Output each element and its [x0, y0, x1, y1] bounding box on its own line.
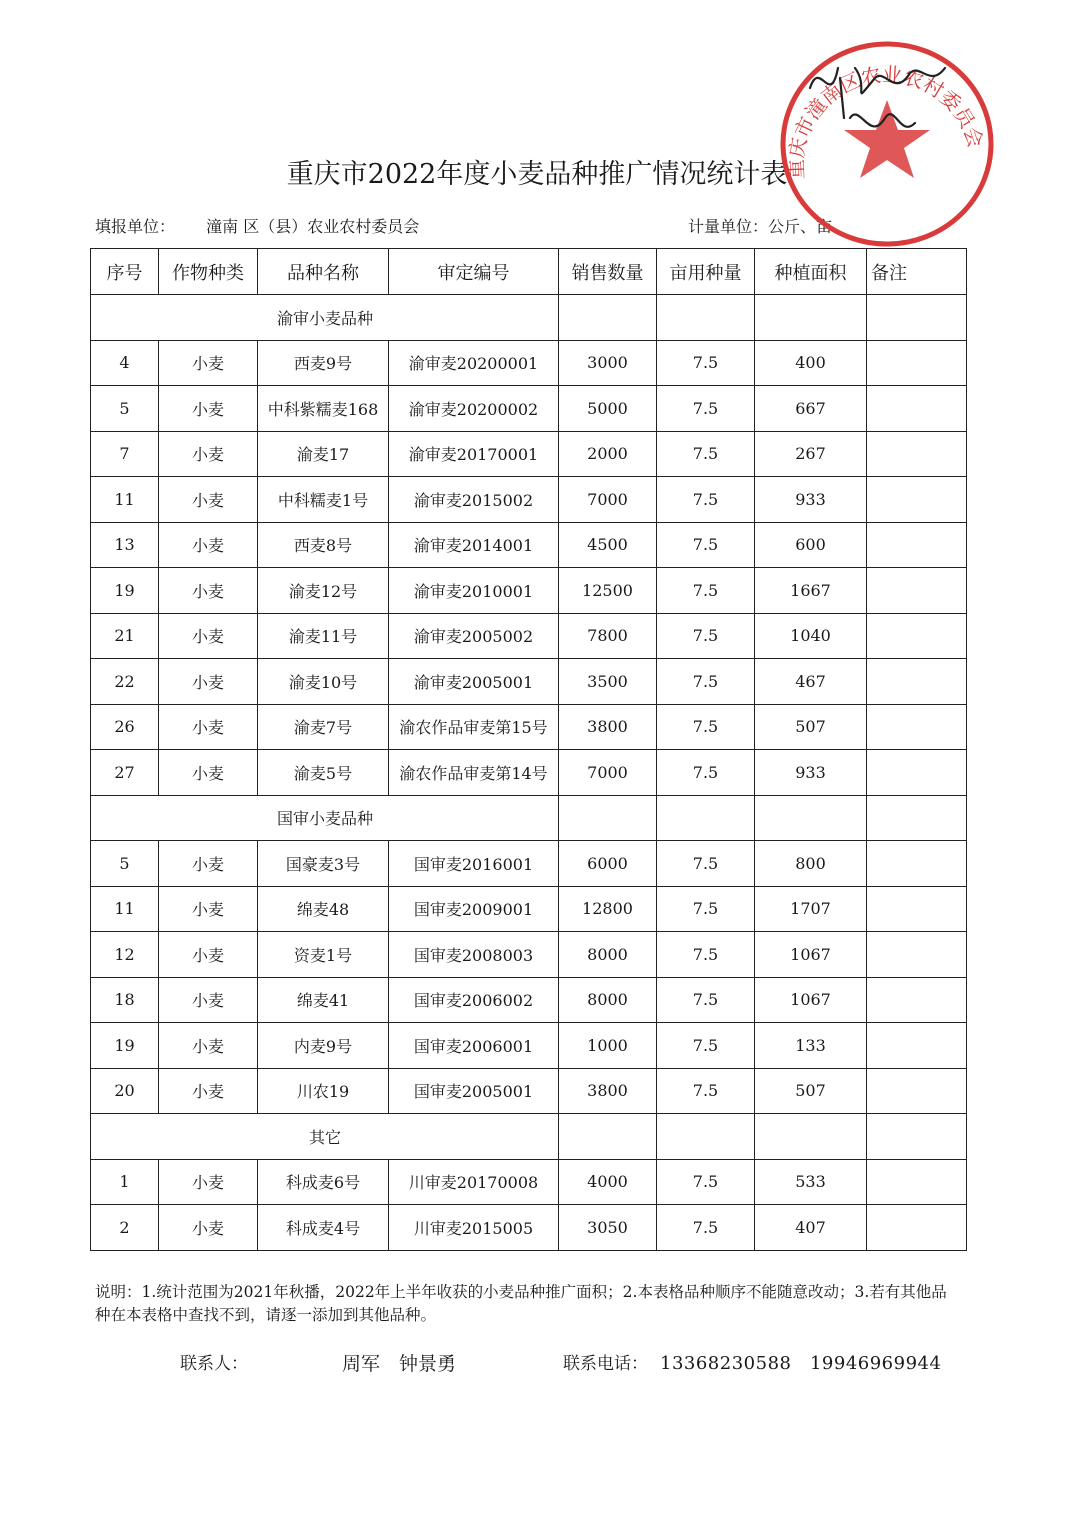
- section-empty-cell: [657, 795, 755, 841]
- cell-index: 19: [91, 568, 159, 614]
- cell-approval-no: 川审麦2015005: [389, 1205, 559, 1251]
- section-empty-cell: [867, 1114, 967, 1160]
- cell-approval-no: 渝审麦2010001: [389, 568, 559, 614]
- cell-crop: 小麦: [159, 1205, 258, 1251]
- cell-area: 1667: [755, 568, 867, 614]
- reporter-label: 填报单位：: [95, 217, 176, 236]
- cell-index: 12: [91, 932, 159, 978]
- cell-remarks: [867, 431, 967, 477]
- table-row: [91, 477, 967, 523]
- handwritten-signature: [800, 48, 950, 168]
- cell-variety: 国豪麦3号: [258, 841, 389, 887]
- cell-seed-rate: 7.5: [657, 477, 755, 523]
- cell-seed-rate: 7.5: [657, 613, 755, 659]
- cell-crop: 小麦: [159, 841, 258, 887]
- cell-variety: 绵麦41: [258, 977, 389, 1023]
- cell-index: 22: [91, 659, 159, 705]
- cell-approval-no: 国审麦2009001: [389, 886, 559, 932]
- cell-index: 26: [91, 704, 159, 750]
- cell-remarks: [867, 522, 967, 568]
- header-approval-no: 审定编号: [389, 249, 559, 295]
- cell-area: 507: [755, 704, 867, 750]
- document-title: 重庆市2022年度小麦品种推广情况统计表: [286, 159, 788, 190]
- cell-index: 18: [91, 977, 159, 1023]
- cell-crop: 小麦: [159, 568, 258, 614]
- cell-index: 7: [91, 431, 159, 477]
- cell-crop: 小麦: [159, 704, 258, 750]
- cell-index: 4: [91, 340, 159, 386]
- cell-variety: 内麦9号: [258, 1023, 389, 1069]
- cell-variety: 渝麦11号: [258, 613, 389, 659]
- cell-remarks: [867, 977, 967, 1023]
- cell-area: 133: [755, 1023, 867, 1069]
- cell-variety: 西麦8号: [258, 522, 389, 568]
- section-empty-cell: [755, 795, 867, 841]
- cell-crop: 小麦: [159, 659, 258, 705]
- cell-remarks: [867, 477, 967, 523]
- cell-sales: 6000: [559, 841, 657, 887]
- cell-sales: 3800: [559, 1068, 657, 1114]
- cell-sales: 7000: [559, 750, 657, 796]
- header-index: 序号: [91, 249, 159, 295]
- section-row: [91, 795, 967, 841]
- cell-seed-rate: 7.5: [657, 340, 755, 386]
- cell-seed-rate: 7.5: [657, 977, 755, 1023]
- cell-approval-no: 渝审麦2005002: [389, 613, 559, 659]
- cell-index: 19: [91, 1023, 159, 1069]
- section-empty-cell: [657, 1114, 755, 1160]
- cell-crop: 小麦: [159, 977, 258, 1023]
- cell-approval-no: 渝农作品审麦第15号: [389, 704, 559, 750]
- table-row: [91, 431, 967, 477]
- section-empty-cell: [559, 795, 657, 841]
- cell-sales: 8000: [559, 977, 657, 1023]
- cell-sales: 7000: [559, 477, 657, 523]
- cell-seed-rate: 7.5: [657, 1068, 755, 1114]
- cell-crop: 小麦: [159, 340, 258, 386]
- cell-remarks: [867, 568, 967, 614]
- table-row: [91, 568, 967, 614]
- cell-crop: 小麦: [159, 886, 258, 932]
- cell-area: 507: [755, 1068, 867, 1114]
- table-row: [91, 750, 967, 796]
- cell-crop: 小麦: [159, 386, 258, 432]
- header-variety: 品种名称: [258, 249, 389, 295]
- cell-approval-no: 国审麦2006002: [389, 977, 559, 1023]
- header-area: 种植面积: [755, 249, 867, 295]
- cell-area: 400: [755, 340, 867, 386]
- cell-crop: 小麦: [159, 1159, 258, 1205]
- cell-area: 800: [755, 841, 867, 887]
- section-empty-cell: [559, 1114, 657, 1160]
- cell-area: 1040: [755, 613, 867, 659]
- cell-seed-rate: 7.5: [657, 750, 755, 796]
- cell-variety: 中科糯麦1号: [258, 477, 389, 523]
- cell-variety: 川农19: [258, 1068, 389, 1114]
- cell-index: 13: [91, 522, 159, 568]
- cell-index: 21: [91, 613, 159, 659]
- section-title: [91, 1114, 559, 1160]
- section-title: [91, 795, 559, 841]
- cell-variety: 渝麦10号: [258, 659, 389, 705]
- cell-sales: 8000: [559, 932, 657, 978]
- cell-approval-no: 渝审麦2005001: [389, 659, 559, 705]
- cell-variety: 绵麦48: [258, 886, 389, 932]
- cell-crop: 小麦: [159, 613, 258, 659]
- cell-sales: 3000: [559, 340, 657, 386]
- reporter-line: [95, 214, 419, 237]
- cell-area: 1067: [755, 932, 867, 978]
- cell-remarks: [867, 750, 967, 796]
- cell-variety: 渝麦17: [258, 431, 389, 477]
- cell-seed-rate: 7.5: [657, 841, 755, 887]
- section-row: [91, 1114, 967, 1160]
- section-empty-cell: [755, 1114, 867, 1160]
- contact-label: 联系人：: [180, 1354, 248, 1374]
- cell-approval-no: 国审麦2005001: [389, 1068, 559, 1114]
- seal-text: 重庆市潼南区农业农村委员会: [783, 62, 988, 180]
- cell-sales: 3800: [559, 704, 657, 750]
- cell-remarks: [867, 932, 967, 978]
- cell-area: 1067: [755, 977, 867, 1023]
- cell-sales: 3050: [559, 1205, 657, 1251]
- section-empty-cell: [559, 295, 657, 341]
- cell-area: 933: [755, 477, 867, 523]
- section-empty-cell: [755, 295, 867, 341]
- table-row: [91, 977, 967, 1023]
- cell-index: 11: [91, 886, 159, 932]
- cell-index: 27: [91, 750, 159, 796]
- cell-sales: 2000: [559, 431, 657, 477]
- table-row: [91, 659, 967, 705]
- cell-index: 2: [91, 1205, 159, 1251]
- cell-sales: 12800: [559, 886, 657, 932]
- table-row: [91, 1205, 967, 1251]
- cell-crop: 小麦: [159, 431, 258, 477]
- cell-remarks: [867, 841, 967, 887]
- cell-approval-no: 国审麦2008003: [389, 932, 559, 978]
- table-row: [91, 841, 967, 887]
- cell-seed-rate: 7.5: [657, 1205, 755, 1251]
- cell-area: 267: [755, 431, 867, 477]
- cell-seed-rate: 7.5: [657, 522, 755, 568]
- cell-approval-no: 渝农作品审麦第14号: [389, 750, 559, 796]
- cell-index: 11: [91, 477, 159, 523]
- cell-remarks: [867, 1023, 967, 1069]
- table-row: [91, 1068, 967, 1114]
- cell-index: 5: [91, 386, 159, 432]
- cell-crop: 小麦: [159, 1068, 258, 1114]
- cell-remarks: [867, 386, 967, 432]
- cell-area: 667: [755, 386, 867, 432]
- section-empty-cell: [867, 795, 967, 841]
- cell-variety: 资麦1号: [258, 932, 389, 978]
- cell-variety: 科成麦4号: [258, 1205, 389, 1251]
- cell-seed-rate: 7.5: [657, 704, 755, 750]
- header-remarks: 备注: [867, 249, 967, 295]
- cell-variety: 中科紫糯麦168: [258, 386, 389, 432]
- contact-names: 周军 钟景勇: [342, 1353, 457, 1375]
- cell-seed-rate: 7.5: [657, 1159, 755, 1205]
- cell-remarks: [867, 886, 967, 932]
- cell-variety: 渝麦7号: [258, 704, 389, 750]
- cell-variety: 科成麦6号: [258, 1159, 389, 1205]
- table-row: [91, 613, 967, 659]
- table-body: [91, 295, 967, 1251]
- statistics-table: [90, 248, 967, 1251]
- section-empty-cell: [657, 295, 755, 341]
- header-crop: 作物种类: [159, 249, 258, 295]
- cell-sales: 12500: [559, 568, 657, 614]
- cell-seed-rate: 7.5: [657, 932, 755, 978]
- cell-crop: 小麦: [159, 1023, 258, 1069]
- cell-remarks: [867, 704, 967, 750]
- cell-sales: 5000: [559, 386, 657, 432]
- cell-seed-rate: 7.5: [657, 1023, 755, 1069]
- cell-approval-no: 国审麦2016001: [389, 841, 559, 887]
- cell-sales: 4000: [559, 1159, 657, 1205]
- table-row: [91, 932, 967, 978]
- cell-approval-no: 渝审麦2015002: [389, 477, 559, 523]
- table-row: [91, 1023, 967, 1069]
- cell-variety: 渝麦5号: [258, 750, 389, 796]
- cell-remarks: [867, 1159, 967, 1205]
- header-sales: 销售数量: [559, 249, 657, 295]
- cell-sales: 7800: [559, 613, 657, 659]
- cell-sales: 3500: [559, 659, 657, 705]
- table-row: [91, 386, 967, 432]
- cell-remarks: [867, 340, 967, 386]
- table-row: [91, 340, 967, 386]
- cell-variety: 西麦9号: [258, 340, 389, 386]
- section-label: 渝审小麦品种: [276, 308, 373, 328]
- cell-remarks: [867, 613, 967, 659]
- cell-sales: 1000: [559, 1023, 657, 1069]
- cell-index: 5: [91, 841, 159, 887]
- cell-seed-rate: 7.5: [657, 886, 755, 932]
- cell-area: 600: [755, 522, 867, 568]
- table-row: [91, 704, 967, 750]
- cell-approval-no: 渝审麦2014001: [389, 522, 559, 568]
- phone-label: 联系电话：: [563, 1354, 648, 1374]
- section-row: [91, 295, 967, 341]
- cell-approval-no: 川审麦20170008: [389, 1159, 559, 1205]
- header-seed-rate: 亩用种量: [657, 249, 755, 295]
- note-text: 说明：1.统计范围为2021年秋播，2022年上半年收获的小麦品种推广面积；2.本表格品种顺序不能随意改动；3.若有其他品种在本表格中查找不到，请逐一添加到其他品种。: [95, 1283, 947, 1324]
- reporter-value: 潼南 区（县）农业农村委员会: [206, 217, 420, 236]
- cell-area: 1707: [755, 886, 867, 932]
- cell-area: 407: [755, 1205, 867, 1251]
- cell-area: 467: [755, 659, 867, 705]
- cell-seed-rate: 7.5: [657, 568, 755, 614]
- cell-remarks: [867, 659, 967, 705]
- phone-numbers: 13368230588 19946969944: [660, 1353, 942, 1374]
- table-row: [91, 886, 967, 932]
- cell-seed-rate: 7.5: [657, 659, 755, 705]
- table-row: [91, 1159, 967, 1205]
- cell-approval-no: 国审麦2006001: [389, 1023, 559, 1069]
- table-header-row: [91, 249, 967, 295]
- section-label: 国审小麦品种: [276, 809, 373, 829]
- cell-seed-rate: 7.5: [657, 386, 755, 432]
- cell-approval-no: 渝审麦20170001: [389, 431, 559, 477]
- cell-area: 533: [755, 1159, 867, 1205]
- cell-approval-no: 渝审麦20200001: [389, 340, 559, 386]
- section-empty-cell: [867, 295, 967, 341]
- table-row: [91, 522, 967, 568]
- section-label: 其它: [308, 1127, 341, 1147]
- cell-crop: 小麦: [159, 750, 258, 796]
- cell-crop: 小麦: [159, 932, 258, 978]
- cell-index: 1: [91, 1159, 159, 1205]
- unit-label: 计量单位：公斤、亩: [688, 217, 833, 236]
- cell-index: 20: [91, 1068, 159, 1114]
- cell-approval-no: 渝审麦20200002: [389, 386, 559, 432]
- cell-crop: 小麦: [159, 522, 258, 568]
- cell-seed-rate: 7.5: [657, 431, 755, 477]
- cell-area: 933: [755, 750, 867, 796]
- cell-crop: 小麦: [159, 477, 258, 523]
- cell-variety: 渝麦12号: [258, 568, 389, 614]
- cell-sales: 4500: [559, 522, 657, 568]
- section-title: [91, 295, 559, 341]
- cell-remarks: [867, 1068, 967, 1114]
- cell-remarks: [867, 1205, 967, 1251]
